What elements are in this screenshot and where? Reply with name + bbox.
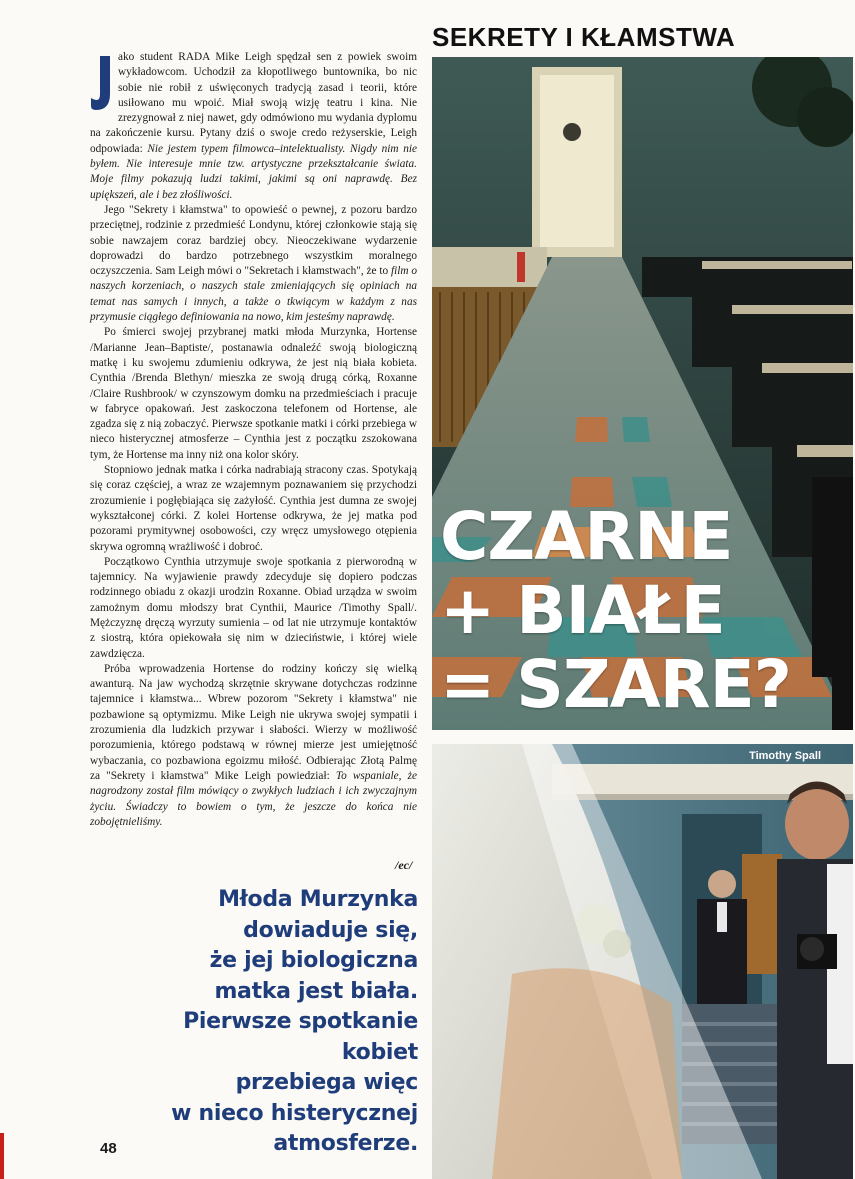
pullquote-line: Pierwsze spotkanie kobiet (183, 1009, 418, 1065)
section-title: SEKRETY I KŁAMSTWA (432, 22, 736, 52)
headline-line-3: = SZARE? (440, 646, 791, 723)
author-signature: /ec/ (395, 858, 413, 872)
article-paragraph-4: Stopniowo jednak matka i córka nadrabiają stracony czas. Spotykają się coraz częściej, a wraz ze wzajemnym poznawaniem się przychodzi zrozumienie i pogłębiająca się zażyłość. Cynthia jest dumna ze swojej wykształconej córki. Z kolei Hortense odkrywa, że jej matka pod pozorami prymitywnej osobowości, czy wręcz umysłowego otępienia skrywa ogromną wrażliwość i dobroć. (90, 464, 417, 553)
article-body (90, 50, 417, 830)
pullquote-line: atmosferze. (273, 1131, 418, 1156)
pull-quote (140, 885, 418, 1160)
drop-cap-glyph (90, 54, 112, 112)
wedding-scene-photo (432, 744, 853, 1179)
main-headline (440, 500, 850, 722)
article-paragraph-2 (90, 203, 417, 325)
pullquote-line: że jej biologiczna (209, 948, 418, 973)
page-number: 48 (100, 1140, 117, 1157)
paragraph-2-text: Jego "Sekrety i kłamstwa" to opowieść o pewnej, z pozoru bardzo przeciętnej, rodzinie z przedmieść Londynu, której członkowie stają się sobie nawzajem coraz bardziej obcy. Nieoczekiwane wydarzenie doprowadzi do bardzo potrzebnego wszystkim moralnego oczyszczenia. Sam Leigh mówi o "Sekretach i kłamstwach", że to (90, 203, 417, 278)
pullquote-line: przebiega więc (235, 1070, 418, 1095)
wedding-illustration (432, 744, 853, 1179)
pullquote-line: matka jest biała. (214, 978, 418, 1004)
photo-caption: Timothy Spall (749, 750, 821, 762)
drop-cap (90, 54, 112, 112)
pullquote-line: Młoda Murzynka (218, 887, 418, 912)
article-paragraph-6 (90, 662, 417, 830)
pullquote-line: dowiaduje się, (243, 917, 418, 943)
article-paragraph-5: Początkowo Cynthia utrzymuje swoje spotkania z pierworodną w tajemnicy. Na wyjawienie prawdy zdecyduje się dopiero podczas rodzinnego obiadu z okazji urodzin Roxanne. Obiad urządza w swoim zamożnym domu młodszy brat Cynthii, Maurice /Timothy Spall/. Mężczyznę dręczą wyrzuty sumienia – od lat nie utrzymuje kontaktów z siostrą, która opiekowała się nim w dzieciństwie, i której wiele zawdzięcza. (90, 555, 417, 660)
headline-line-2: + BIAŁE (440, 572, 725, 649)
article-paragraph-1 (90, 50, 417, 203)
paragraph-6-text: Próba wprowadzenia Hortense do rodziny kończy się wielką awanturą. Na jaw wychodzą skrzętnie skrywane dotychczas rodzinne tajemnice i kłamstwa... Wbrew pozorom "Sekrety i kłamstwa" nie pozbawione są optymizmu. Mike Leigh nie ukrywa swojej sympatii i zrozumienia dla ludzkich przywar i słabości. Wierzy w możliwość porozumienia, którego podstawą w równej mierze jest umiejętność wybaczania, co pozbawiona egoizmu miłość. Odbierając Złotą Palmę za "Sekrety i kłamstwa" Mike Leigh powiedział: (90, 662, 417, 782)
red-margin-bar (0, 1133, 4, 1179)
paragraph-2-quote: film o naszych korzeniach, o naszych stale zmieniających się opiniach na temat nas samych i innych, a także o tkwiącym w każdym z nas przymusie ciągłego definiowania na nowo, kim jesteśmy naprawdę. (90, 265, 418, 324)
article-paragraph-3: Po śmierci swojej przybranej matki młoda Murzynka, Hortense /Marianne Jean–Baptiste/, postanawia odnaleźć swoją biologiczną matkę i ku swojemu zdumieniu odkrywa, że jest nią biała kobieta. Cynthia /Brenda Blethyn/ mieszka ze swoją drugą córką, Roxanne /Claire Rushbrook/ w czynszowym domku na przedmieściach i pracuje w fabryce opakowań. Jest zaskoczona telefonem od Hortense, ale zgadza się z nią zobaczyć. Pierwsze spotkanie matki i córki przebiega w nieco histerycznej atmosferze – Cynthia jest z początku zszokowana tym, że Hortense ma inny niż ona kolor skóry. (90, 326, 417, 461)
paragraph-1-text: ako student RADA Mike Leigh spędzał sen z powiek swoim wykładowcom. Uchodził za kłopotliwego buntownika, bo nic sobie nie robił z uświęconych tradycją zasad i teorii, które usiłowano mu wpoić. Miał swoją wizję teatru i kina. Nie zrezygnował z niej nawet, gdy odmówiono mu wydania dyplomu na zakończenie kursu. Pytany dziś o swoje credo reżyserskie, Leigh odpowiada: (90, 51, 417, 155)
pullquote-line: w nieco histerycznej (171, 1100, 418, 1126)
headline-line-1: CZARNE (440, 498, 733, 575)
paragraph-1-quote: Nie jestem typem filmowca–intelektualisty. Nigdy nim nie byłem. Nie interesuje mnie tzw. artystyczne przekształcanie świata. Moje filmy pokazują ludzi takimi, jakimi są oni naprawdę. Bez upiększeń, ale i bez złośliwości. (90, 142, 418, 201)
paragraph-6-quote: To wspaniale, że nagrodzony został film mówiący o zwykłych ludziach i ich zwyczajnym życiu. Świadczy to bowiem o tym, że jeszcze do końca nie zobojętnieliśmy. (90, 769, 417, 828)
